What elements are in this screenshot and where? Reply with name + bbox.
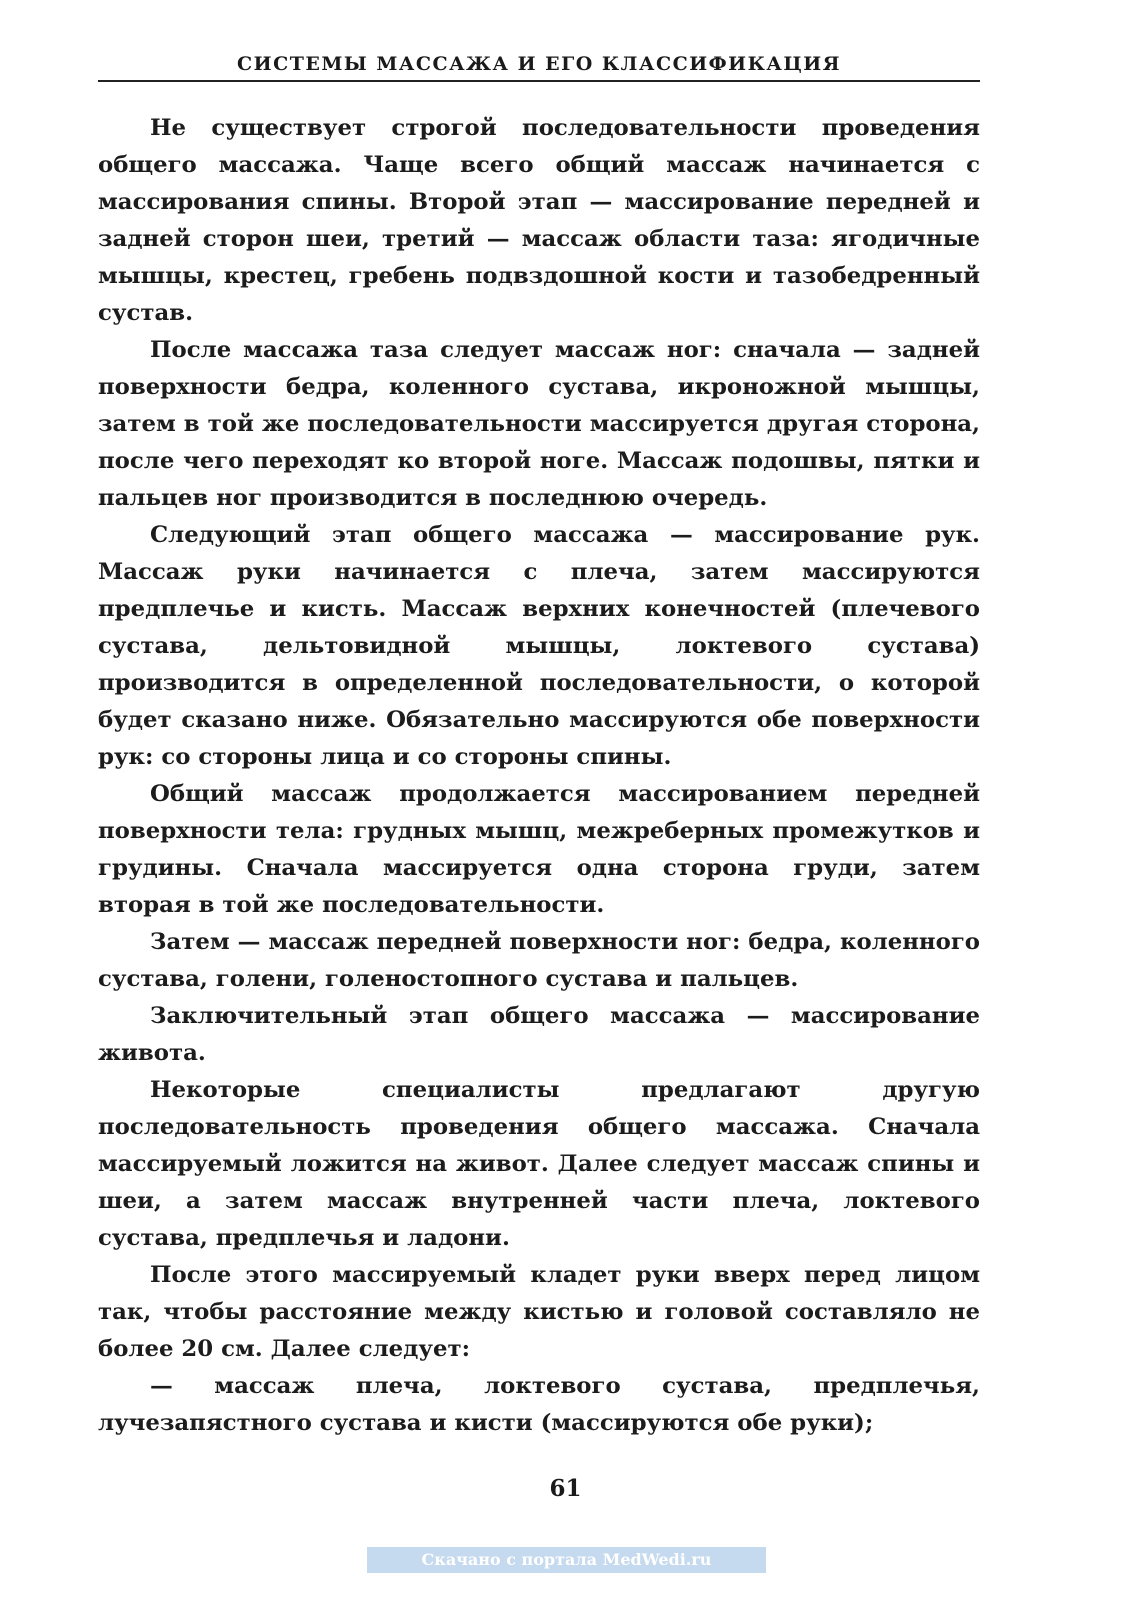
body-text bbox=[98, 110, 980, 1442]
paragraph: Заключительный этап общего массажа — массирование живота. bbox=[98, 1003, 980, 1066]
paragraph: Следующий этап общего массажа — массирование рук. Массаж руки начинается с плеча, затем массируются предплечье и кисть. Массаж верхних конечностей (плечевого сустава, дельтовидной мышцы, локтевого сустава) производится в определенной последовательности, о которой будет сказано ниже. Обязательно массируются обе поверхности рук: со стороны лица и со стороны спины. bbox=[98, 522, 980, 770]
paragraph: После этого массируемый кладет руки вверх перед лицом так, чтобы расстояние между кистью и головой составляло не более 20 см. Далее следует: bbox=[98, 1262, 980, 1362]
paragraph: Общий массаж продолжается массированием передней поверхности тела: грудных мышц, межреберных промежутков и грудины. Сначала массируется одна сторона груди, затем вторая в той же последовательности. bbox=[98, 781, 980, 918]
paragraph: После массажа таза следует массаж ног: сначала — задней поверхности бедра, коленного сустава, икроножной мышцы, затем в той же последовательности массируется другая сторона, после чего переходят ко второй ноге. Массаж подошвы, пятки и пальцев ног производится в последнюю очередь. bbox=[98, 337, 980, 511]
paragraph: Не существует строгой последовательности проведения общего массажа. Чаще всего общий массаж начинается с массирования спины. Второй этап — массирование передней и задней сторон шеи, третий — массаж области таза: ягодичные мышцы, крестец, гребень подвздошной кости и тазобедренный сустав. bbox=[98, 115, 980, 326]
paragraph: Некоторые специалисты предлагают другую последовательность проведения общего массажа. Сначала массируемый ложится на живот. Далее следует массаж спины и шеи, а затем массаж внутренней части плеча, локтевого сустава, предплечья и ладони. bbox=[98, 1077, 980, 1251]
page-number: 61 bbox=[549, 1475, 582, 1502]
header-rule bbox=[98, 80, 980, 82]
paragraph: Затем — массаж передней поверхности ног: бедра, коленного сустава, голени, голеностопного сустава и пальцев. bbox=[98, 929, 980, 992]
running-title: СИСТЕМЫ МАССАЖА И ЕГО КЛАССИФИКАЦИЯ bbox=[237, 53, 841, 75]
watermark-banner: Скачано с портала MedWedi.ru bbox=[367, 1547, 766, 1573]
paragraph: — массаж плеча, локтевого сустава, предплечья, лучезапястного сустава и кисти (массируются обе руки); bbox=[98, 1373, 980, 1436]
